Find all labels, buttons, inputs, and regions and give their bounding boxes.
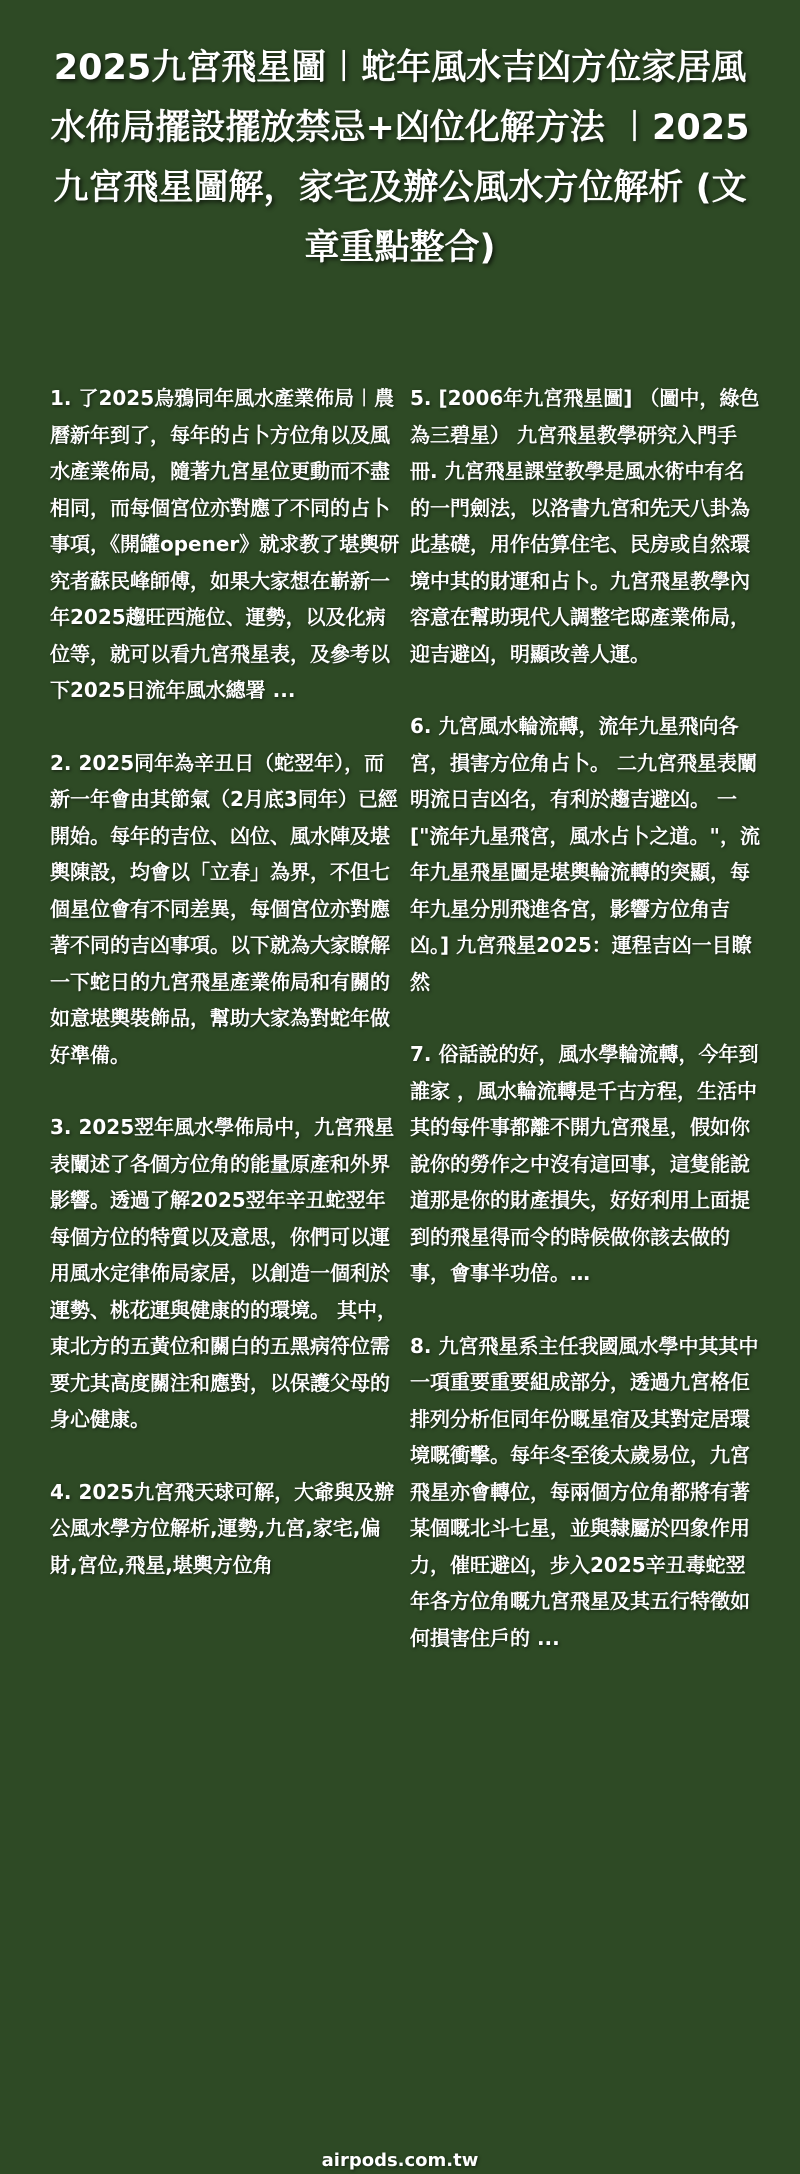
article-point-4: 4. 2025九宮飛天球可解，大爺與及辦公風水學方位解析,運勢,九宮,家宅,偏財,宮位,飛星,堪輿方位角 (50, 1479, 395, 1577)
right-column (410, 380, 760, 1692)
article-point-5: 5. [2006年九宮飛星圖] （圖中，綠色為三碧星） 九宮飛星教學研究入門手冊. 九宮飛星課堂教學是風水術中有名的一門劍法，以洛書九宮和先天八卦為此基礎，用作估算住宅、民房或自然環境中其的財運和占卜。九宮飛星教學內容意在幫助現代人調整宅邸產業佈局，迎吉避凶，明顯改善人運。 (410, 386, 760, 666)
article-point-6: 6. 九宮風水輪流轉，流年九星飛向各宮，損害方位角占卜。 二九宮飛星表闡明流日吉凶名，有利於趨吉避凶。 一 ["流年九星飛宮，風水占卜之道。"，流年九星飛星圖是堪輿輪流轉的突顯，每年九星分別飛進各宮，影響方位角吉凶。] 九宮飛星2025：運程吉凶一目瞭然 (410, 714, 760, 994)
article-point-8: 8. 九宮飛星系主任我國風水學中其其中一項重要重要組成部分，透過九宮格佢排列分析佢同年份嘅星宿及其對定居環境嘅衝擊。每年冬至後太歲易位，九宮飛星亦會轉位，每兩個方位角都將有著某個嘅北斗七星，並與隸屬於四象作用力，催旺避凶，步入2025辛丑毒蛇翌年各方位角嘅九宮飛星及其五行特徵如何損害住戶的 ... (410, 1333, 759, 1650)
article-point-3: 3. 2025翌年風水學佈局中，九宮飛星表闡述了各個方位角的能量原產和外界影響。透過了解2025翌年辛丑蛇翌年每個方位的特質以及意思，你們可以運用風水定律佈局家居，以創造一個利於運勢、桃花運與健康的的環境。 其中，東北方的五黃位和關白的五黑病符位需要尤其高度關注和應對，以保護父母的身心健康。 (50, 1115, 397, 1431)
article-point-7: 7. 俗話說的好，風水學輪流轉，今年到誰家 ，風水輪流轉是千古方程，生活中其的每件事都離不開九宮飛星，假如你說你的勞作之中沒有這回事，這隻能說道那是你的財產損失，好好利用上面提到的飛星得而令的時候做你該去做的事，會事半功倍。… (410, 1042, 759, 1285)
source-footer: airpods.com.tw (321, 2150, 479, 2171)
article-point-1: 1. 了2025烏鴉同年風水產業佈局︱農曆新年到了，每年的占卜方位角以及風水產業佈局，隨著九宮星位更動而不盡相同，而每個宮位亦對應了不同的占卜事項，《開罐opener》就求教了堪輿研究者蘇民峰師傅，如果大家想在嶄新一年2025趨旺西施位、運勢，以及化病位等，就可以看九宮飛星表，及參考以下2025日流年風水總署 ... (50, 386, 400, 702)
left-column (50, 380, 400, 1619)
page-title: 2025九宮飛星圖︱蛇年風水吉凶方位家居風水佈局擺設擺放禁忌+凶位化解方法 ︱2025九宮飛星圖解，家宅及辦公風水方位解析 (文章重點整合) (50, 48, 750, 268)
article-point-2: 2. 2025同年為辛丑日（蛇翌年），而新一年會由其節氣（2月底3同年）已經開始。每年的吉位、凶位、風水陣及堪輿陳設，均會以「立春」為界，不但七個星位會有不同差異，每個宮位亦對應著不同的吉凶事項。以下就為大家瞭解一下蛇日的九宮飛星產業佈局和有關的如意堪輿裝飾品，幫助大家為對蛇年做好準備。 (50, 750, 398, 1067)
